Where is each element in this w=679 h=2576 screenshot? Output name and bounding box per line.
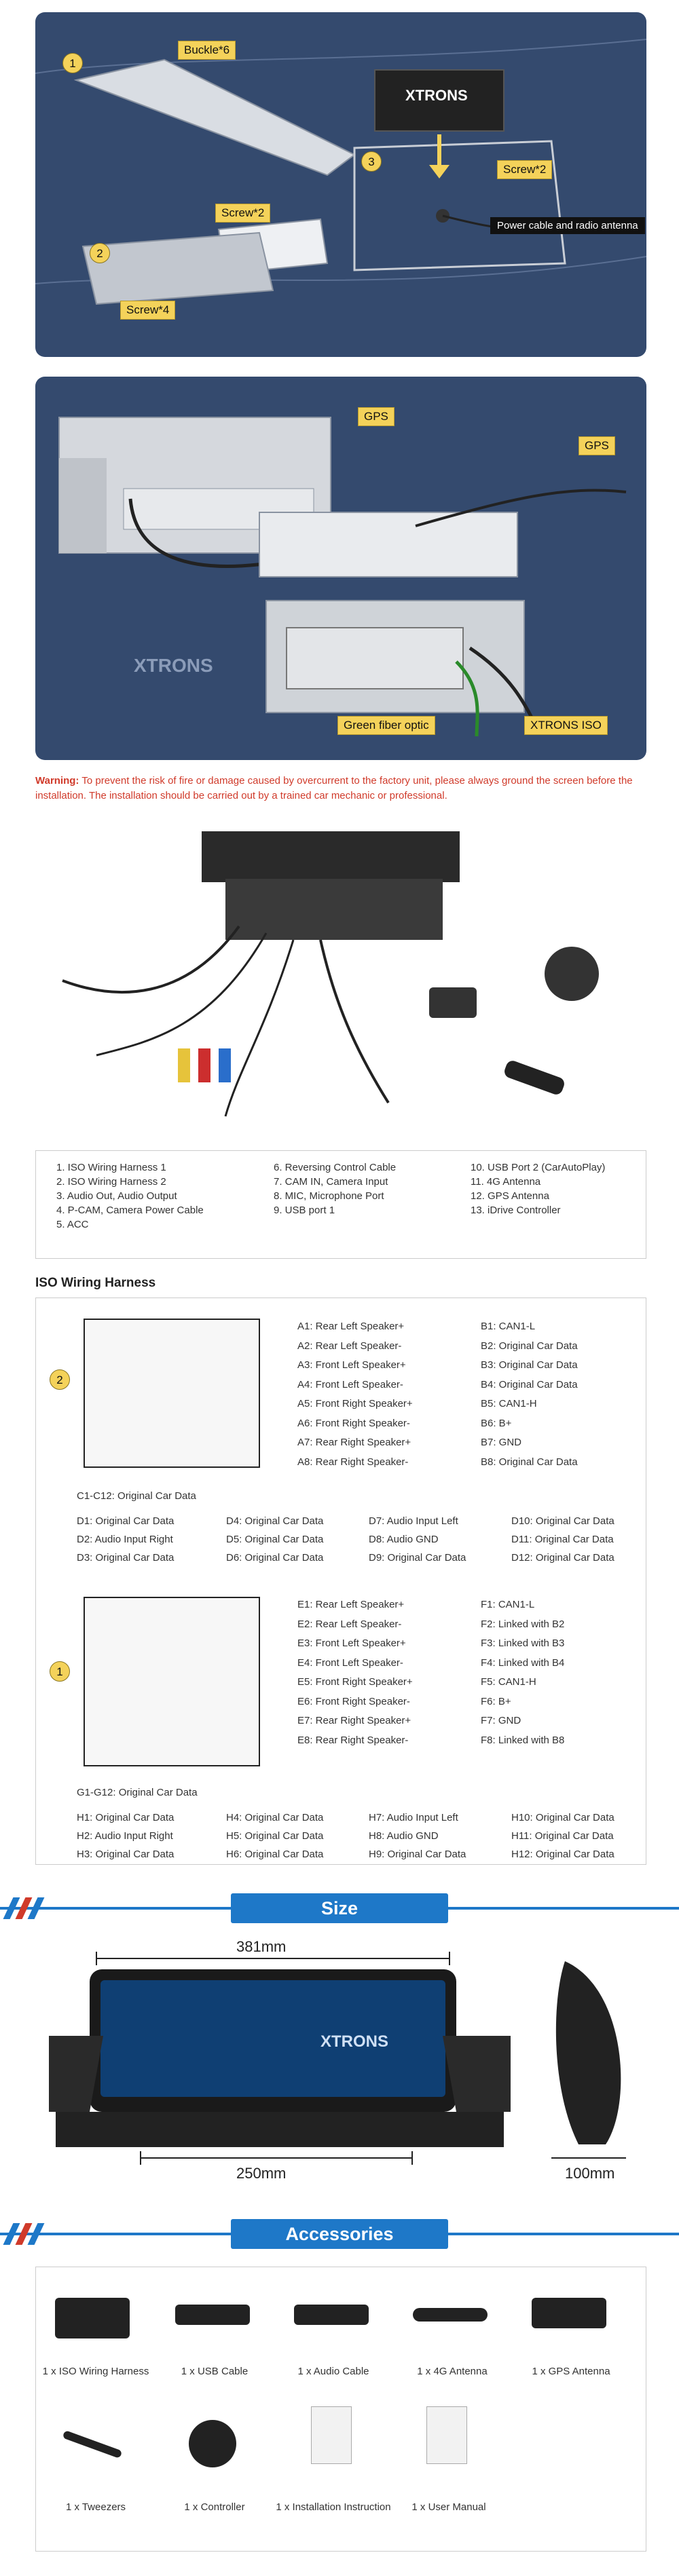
acc-usb-cable: 1 x USB Cable bbox=[181, 2366, 249, 2377]
part-item: 7. CAM IN, Camera Input bbox=[274, 1176, 388, 1188]
pin-e1: E1: Rear Left Speaker+ bbox=[297, 1599, 405, 1610]
pin-f4: F4: Linked with B4 bbox=[481, 1656, 565, 1669]
size-width-label: 381mm bbox=[236, 1938, 287, 1955]
xtrons-logo: XTRONS bbox=[405, 87, 468, 104]
pin-a7: A7: Rear Right Speaker+ bbox=[297, 1437, 411, 1448]
d-pins-col3 bbox=[369, 1512, 466, 1567]
size-title: Size bbox=[231, 1893, 448, 1923]
h-pins-col4 bbox=[511, 1808, 614, 1863]
step-number-3: 3 bbox=[361, 151, 382, 172]
parts-photo bbox=[35, 825, 646, 1143]
pin-f1: F1: CAN1-L bbox=[481, 1599, 535, 1610]
d-pins-col2 bbox=[226, 1512, 323, 1567]
part-item: 12. GPS Antenna bbox=[471, 1190, 549, 1202]
pin-f7: F7: GND bbox=[481, 1715, 521, 1726]
xtrons-watermark: XTRONS bbox=[134, 655, 213, 676]
screw2-top-label: Screw*2 bbox=[497, 160, 552, 179]
accessories-box bbox=[35, 2267, 646, 2552]
pin-a5: A5: Front Right Speaker+ bbox=[297, 1398, 413, 1409]
buckle-label: Buckle*6 bbox=[178, 41, 236, 60]
pin-e6: E6: Front Right Speaker- bbox=[297, 1695, 410, 1707]
pin-b5: B5: CAN1-H bbox=[481, 1398, 537, 1409]
wiring-diagram bbox=[35, 377, 646, 760]
part-item: 4. P-CAM, Camera Power Cable bbox=[56, 1205, 204, 1216]
iso-wiring-box bbox=[35, 1298, 646, 1865]
b-pin-list bbox=[481, 1317, 578, 1472]
pin-f5: F5: CAN1-H bbox=[481, 1676, 536, 1688]
install-step1-panel bbox=[35, 12, 646, 357]
gps-label-left: GPS bbox=[358, 407, 394, 426]
pin-d12: D12: Original Car Data bbox=[511, 1552, 614, 1564]
d-pins-col1 bbox=[77, 1512, 174, 1567]
installation-instruction-image bbox=[311, 2406, 352, 2464]
gps-antenna-image bbox=[532, 2298, 606, 2328]
part-item: 8. MIC, Microphone Port bbox=[274, 1190, 384, 1202]
warning-body: To prevent the risk of fire or damage caused by overcurrent to the factory unit, please always ground the screen before the installation. The installation should be carried out by a trained car mechanic or professional. bbox=[35, 775, 633, 801]
user-manual-image bbox=[426, 2406, 467, 2464]
pin-a3: A3: Front Left Speaker+ bbox=[297, 1359, 406, 1371]
acc-controller: 1 x Controller bbox=[184, 2501, 245, 2513]
pin-a1: A1: Rear Left Speaker+ bbox=[297, 1321, 405, 1332]
pin-b7: B7: GND bbox=[481, 1437, 522, 1448]
acc-tweezers: 1 x Tweezers bbox=[65, 2501, 126, 2513]
pin-h1: H1: Original Car Data bbox=[77, 1812, 175, 1823]
pin-b8: B8: Original Car Data bbox=[481, 1456, 578, 1468]
parts-col-2 bbox=[274, 1160, 396, 1217]
usb-cable-image bbox=[175, 2305, 250, 2325]
h-pins-col1 bbox=[77, 1808, 174, 1863]
pin-h8: H8: Audio GND bbox=[369, 1830, 439, 1842]
audio-cable-image bbox=[294, 2305, 369, 2325]
pin-d11: D11: Original Car Data bbox=[511, 1534, 614, 1545]
pin-b3: B3: Original Car Data bbox=[481, 1359, 578, 1371]
g-pins-title: G1-G12: Original Car Data bbox=[77, 1787, 198, 1798]
pin-d2: D2: Audio Input Right bbox=[77, 1534, 173, 1545]
part-item: 13. iDrive Controller bbox=[471, 1205, 561, 1216]
pin-e2: E2: Rear Left Speaker- bbox=[297, 1618, 402, 1630]
size-band bbox=[0, 1893, 679, 1923]
green-fiber-label: Green fiber optic bbox=[337, 716, 435, 735]
xtrons-iso-label: XTRONS ISO bbox=[524, 716, 608, 735]
step-number-2: 2 bbox=[90, 243, 110, 263]
warning-text bbox=[35, 774, 646, 803]
c-pins-title: C1-C12: Original Car Data bbox=[77, 1490, 196, 1502]
part-item: 3. Audio Out, Audio Output bbox=[56, 1190, 177, 1202]
parts-col-1 bbox=[56, 1160, 204, 1232]
pin-d6: D6: Original Car Data bbox=[226, 1552, 324, 1564]
acc-user-manual: 1 x User Manual bbox=[411, 2501, 486, 2513]
pin-e8: E8: Rear Right Speaker- bbox=[297, 1734, 409, 1746]
pin-d10: D10: Original Car Data bbox=[511, 1515, 614, 1527]
pin-d3: D3: Original Car Data bbox=[77, 1552, 175, 1564]
pin-h5: H5: Original Car Data bbox=[226, 1830, 324, 1842]
screen-logo: XTRONS bbox=[320, 2032, 389, 2051]
parts-legend bbox=[35, 1150, 646, 1259]
gps-label-right: GPS bbox=[579, 436, 615, 455]
pin-e4: E4: Front Left Speaker- bbox=[297, 1656, 403, 1669]
pin-b4: B4: Original Car Data bbox=[481, 1378, 578, 1390]
part-item: 9. USB port 1 bbox=[274, 1205, 335, 1216]
pin-d5: D5: Original Car Data bbox=[226, 1534, 324, 1545]
controller-image bbox=[189, 2420, 236, 2467]
part-item: 10. USB Port 2 (CarAutoPlay) bbox=[471, 1162, 606, 1173]
step-number-1: 1 bbox=[62, 53, 83, 73]
pin-e5: E5: Front Right Speaker+ bbox=[297, 1676, 413, 1688]
pin-h10: H10: Original Car Data bbox=[511, 1812, 614, 1823]
h-pins-col2 bbox=[226, 1808, 323, 1863]
part-item: 5. ACC bbox=[56, 1219, 89, 1230]
pin-e3: E3: Front Left Speaker+ bbox=[297, 1637, 406, 1649]
accessories-band bbox=[0, 2219, 679, 2249]
pin-f8: F8: Linked with B8 bbox=[481, 1734, 565, 1746]
connector-2-diagram bbox=[84, 1319, 260, 1468]
pin-d7: D7: Audio Input Left bbox=[369, 1515, 458, 1527]
a-pin-list bbox=[297, 1317, 413, 1472]
accessories-title: Accessories bbox=[231, 2219, 448, 2249]
connector-1-diagram bbox=[84, 1597, 260, 1766]
4g-antenna-image bbox=[413, 2308, 488, 2322]
acc-audio-cable: 1 x Audio Cable bbox=[297, 2366, 369, 2377]
part-item: 11. 4G Antenna bbox=[471, 1176, 541, 1188]
pin-h6: H6: Original Car Data bbox=[226, 1849, 324, 1860]
pin-f3: F3: Linked with B3 bbox=[481, 1637, 565, 1649]
acc-installation-instruction: 1 x Installation Instruction bbox=[276, 2501, 391, 2513]
pin-d1: D1: Original Car Data bbox=[77, 1515, 175, 1527]
pin-h9: H9: Original Car Data bbox=[369, 1849, 466, 1860]
pin-h3: H3: Original Car Data bbox=[77, 1849, 175, 1860]
warning-label: Warning: bbox=[35, 775, 79, 787]
pin-a2: A2: Rear Left Speaker- bbox=[297, 1340, 402, 1352]
pin-f2: F2: Linked with B2 bbox=[481, 1618, 565, 1630]
part-item: 6. Reversing Control Cable bbox=[274, 1162, 397, 1173]
pin-b1: B1: CAN1-L bbox=[481, 1321, 536, 1332]
install-step2-panel bbox=[35, 377, 646, 760]
size-photo bbox=[35, 1934, 646, 2199]
parts-col-3 bbox=[471, 1160, 605, 1217]
iso-harness-image bbox=[55, 2298, 130, 2338]
pin-h11: H11: Original Car Data bbox=[511, 1830, 614, 1842]
connector-1-number: 1 bbox=[50, 1661, 70, 1682]
pin-h2: H2: Audio Input Right bbox=[77, 1830, 173, 1842]
pin-a8: A8: Rear Right Speaker- bbox=[297, 1456, 409, 1468]
pin-b2: B2: Original Car Data bbox=[481, 1340, 578, 1352]
size-bottom-label: 250mm bbox=[236, 2165, 287, 2182]
pin-d4: D4: Original Car Data bbox=[226, 1515, 324, 1527]
e-pin-list bbox=[297, 1595, 413, 1750]
power-cable-label: Power cable and radio antenna bbox=[490, 217, 645, 234]
size-depth-label: 100mm bbox=[565, 2165, 615, 2182]
part-item: 2. ISO Wiring Harness 2 bbox=[56, 1176, 166, 1188]
connector-2-number: 2 bbox=[50, 1369, 70, 1390]
pin-a6: A6: Front Right Speaker- bbox=[297, 1417, 410, 1429]
pin-d9: D9: Original Car Data bbox=[369, 1552, 466, 1564]
screw2-mid-label: Screw*2 bbox=[215, 204, 270, 223]
acc-4g-antenna: 1 x 4G Antenna bbox=[417, 2366, 488, 2377]
pin-d8: D8: Audio GND bbox=[369, 1534, 439, 1545]
h-pins-col3 bbox=[369, 1808, 466, 1863]
pin-f6: F6: B+ bbox=[481, 1695, 511, 1707]
part-item: 1. ISO Wiring Harness 1 bbox=[56, 1162, 166, 1173]
tweezers-image bbox=[62, 2430, 123, 2459]
iso-title: ISO Wiring Harness bbox=[35, 1276, 156, 1290]
acc-iso-harness: 1 x ISO Wiring Harness bbox=[42, 2366, 149, 2377]
pin-h7: H7: Audio Input Left bbox=[369, 1812, 458, 1823]
pin-e7: E7: Rear Right Speaker+ bbox=[297, 1715, 411, 1726]
d-pins-col4 bbox=[511, 1512, 614, 1567]
f-pin-list bbox=[481, 1595, 564, 1750]
acc-gps-antenna: 1 x GPS Antenna bbox=[532, 2366, 610, 2377]
pin-b6: B6: B+ bbox=[481, 1417, 512, 1429]
pin-h4: H4: Original Car Data bbox=[226, 1812, 324, 1823]
pin-h12: H12: Original Car Data bbox=[511, 1849, 614, 1860]
pin-a4: A4: Front Left Speaker- bbox=[297, 1378, 403, 1390]
screw4-label: Screw*4 bbox=[120, 301, 175, 320]
